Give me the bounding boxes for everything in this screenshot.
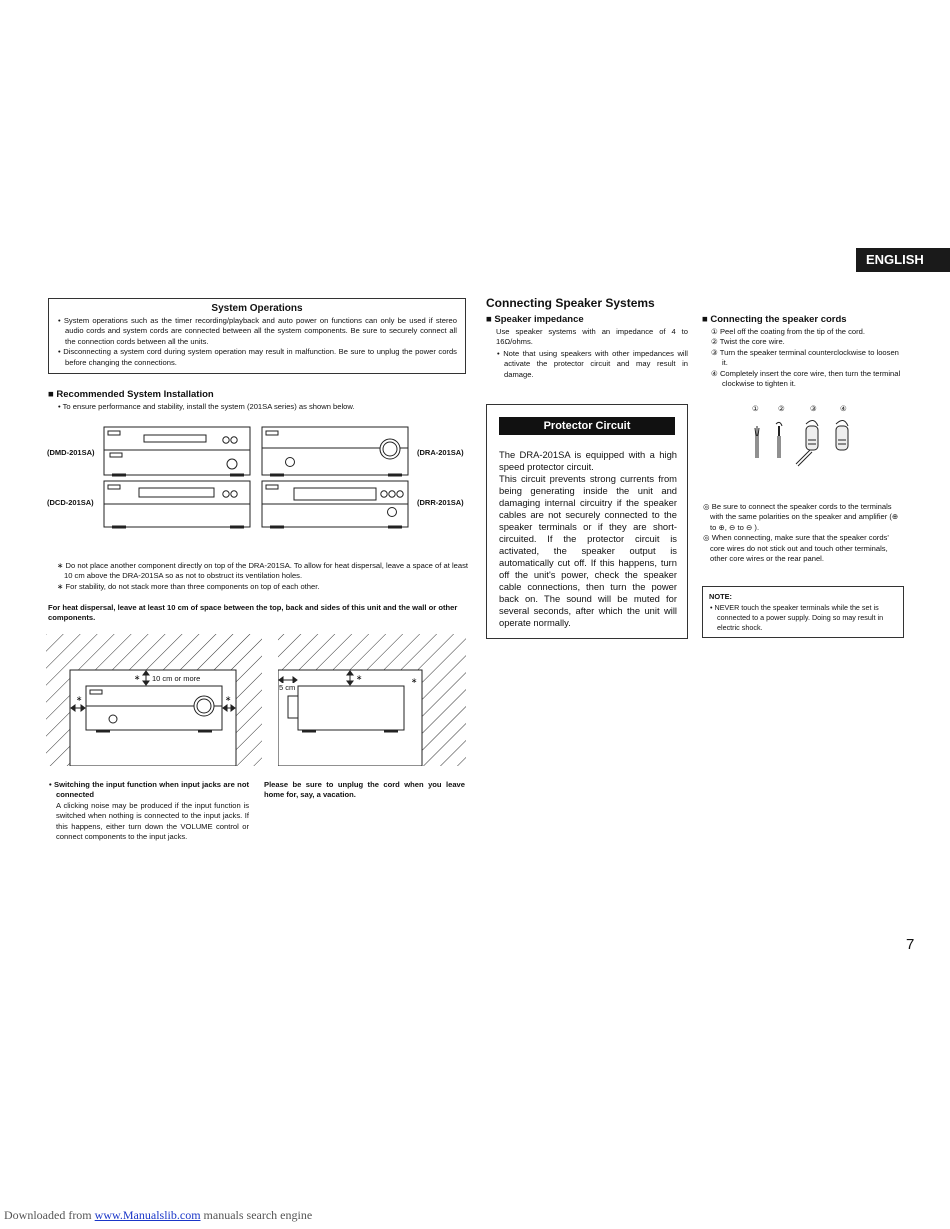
- input-switch-title: • Switching the input function when input jacks are not connected: [49, 780, 249, 800]
- protector-title: Protector Circuit: [499, 417, 675, 435]
- unit-label-dra: (DRA-201SA): [417, 448, 464, 457]
- step-marker-3: ③: [810, 404, 817, 413]
- impedance-note: • Note that using speakers with other impedances will activate the protector circuit and may result in damage.: [497, 349, 688, 379]
- download-footer: Downloaded from www.Manualslib.com manuals search engine: [4, 1208, 313, 1222]
- note-box: [702, 586, 904, 638]
- system-stack-diagram: [46, 424, 470, 536]
- installation-note: ∗ Do not place another component directly on top of the DRA-201SA. To allow for heat dispersal, leave a space of at least 10 cm above the DRA-201SA so as not to obstruct its ventilation holes.: [57, 561, 468, 581]
- step-marker-1: ①: [752, 404, 759, 413]
- input-switch-section: [48, 780, 249, 842]
- unit-label-drr: (DRR-201SA): [417, 498, 464, 507]
- step-marker-4: ④: [840, 404, 847, 413]
- page-number: 7: [906, 936, 915, 953]
- unit-label-dcd: (DCD-201SA): [47, 498, 94, 507]
- installation-title: ■ Recommended System Installation: [48, 389, 214, 400]
- note-text: • NEVER touch the speaker terminals while the set is connected to a power supply. Doing so may result in electric shock.: [710, 603, 884, 632]
- star-mark: ∗: [356, 673, 363, 682]
- system-operations-item: • System operations such as the timer recording/playback and auto power on functions can only be used if stereo audio cords and system cords are connected between all the system components. Be sure to securely connect all the connection cords between all the units.: [58, 316, 457, 346]
- input-switch-text: A clicking noise may be produced if the input function is switched when nothing is connected to the input jacks. If this happens, either turn down the VOLUME control or connect components to the input jacks.: [56, 800, 249, 842]
- clearance-diagrams: [46, 634, 468, 768]
- impedance-text: Use speaker systems with an impedance of 4 to 16Ω/ohms.: [496, 327, 688, 347]
- system-operations-item: • Disconnecting a system cord during system operation may result in malfunction. Be sure to unplug the power cords before changing the connections.: [58, 347, 457, 367]
- cords-step: ② Twist the core wire.: [711, 337, 785, 347]
- system-operations-box: [48, 298, 466, 374]
- installation-notes: [56, 561, 468, 592]
- star-mark: ∗: [76, 694, 83, 703]
- cords-title: ■ Connecting the speaker cords: [702, 314, 847, 325]
- unit-label-dmd: (DMD-201SA): [47, 448, 95, 457]
- step-marker-2: ②: [778, 404, 785, 413]
- star-mark: ∗: [225, 694, 232, 703]
- manualslib-link[interactable]: www.Manualslib.com: [94, 1208, 201, 1222]
- cords-step: ④ Completely insert the core wire, then turn the terminal clockwise to tighten it.: [711, 368, 901, 389]
- language-tab: ENGLISH: [856, 248, 950, 272]
- protector-p1: The DRA-201SA is equipped with a high speed protector circuit.: [499, 449, 677, 472]
- installation-intro: • To ensure performance and stability, install the system (201SA series) as shown below.: [58, 402, 355, 411]
- cords-step: ① Peel off the coating from the tip of the cord.: [711, 327, 866, 336]
- note-title: NOTE:: [709, 592, 732, 601]
- star-mark: ∗: [134, 673, 141, 682]
- installation-note: ∗ For stability, do not stack more than three components on top of each other.: [57, 581, 320, 591]
- dim-top-label: 10 cm or more: [152, 674, 201, 683]
- unplug-note: Please be sure to unplug the cord when you leave home for, say, a vacation.: [264, 780, 465, 800]
- protector-p2: This circuit prevents strong currents from being generating inside the unit and damaging internal circuitry if the speaker cables are not securely connected to the speaker terminals or if they are short-circuited. If the protector circuit is activated, the speaker output is automatically cut off. If this happens, turn off the unit's power, check the speaker cable connections, then turn the power back on. The sound will be muted for several seconds, after which the unit will operate normally.: [499, 473, 677, 628]
- system-operations-title: System Operations: [211, 303, 303, 314]
- cords-note: ◎ Be sure to connect the speaker cords to the terminals with the same polarities on the speaker and amplifier (⊕ to ⊕, ⊖ to ⊖ ).: [703, 502, 899, 532]
- dim-back-label: 5 cm: [279, 683, 296, 692]
- protector-circuit-box: [486, 404, 688, 639]
- connecting-title: Connecting Speaker Systems: [486, 296, 655, 310]
- cords-note: ◎ When connecting, make sure that the speaker cords' core wires do not stick out and touch other terminals, other core wires or the rear panel.: [703, 533, 889, 564]
- cords-steps: [710, 327, 904, 389]
- cords-notes: [702, 502, 904, 564]
- cords-step: ③ Turn the speaker terminal counterclockwise to loosen it.: [711, 347, 899, 368]
- protector-body: [499, 449, 677, 629]
- unit-side-view: [298, 686, 404, 730]
- impedance-title: ■ Speaker impedance: [486, 314, 584, 325]
- star-mark: ∗: [411, 676, 418, 685]
- speaker-cord-steps-illustration: [746, 416, 858, 474]
- heat-dispersal-note: For heat dispersal, leave at least 10 cm of space between the top, back and sides of this unit and the wall or other components.: [48, 603, 458, 623]
